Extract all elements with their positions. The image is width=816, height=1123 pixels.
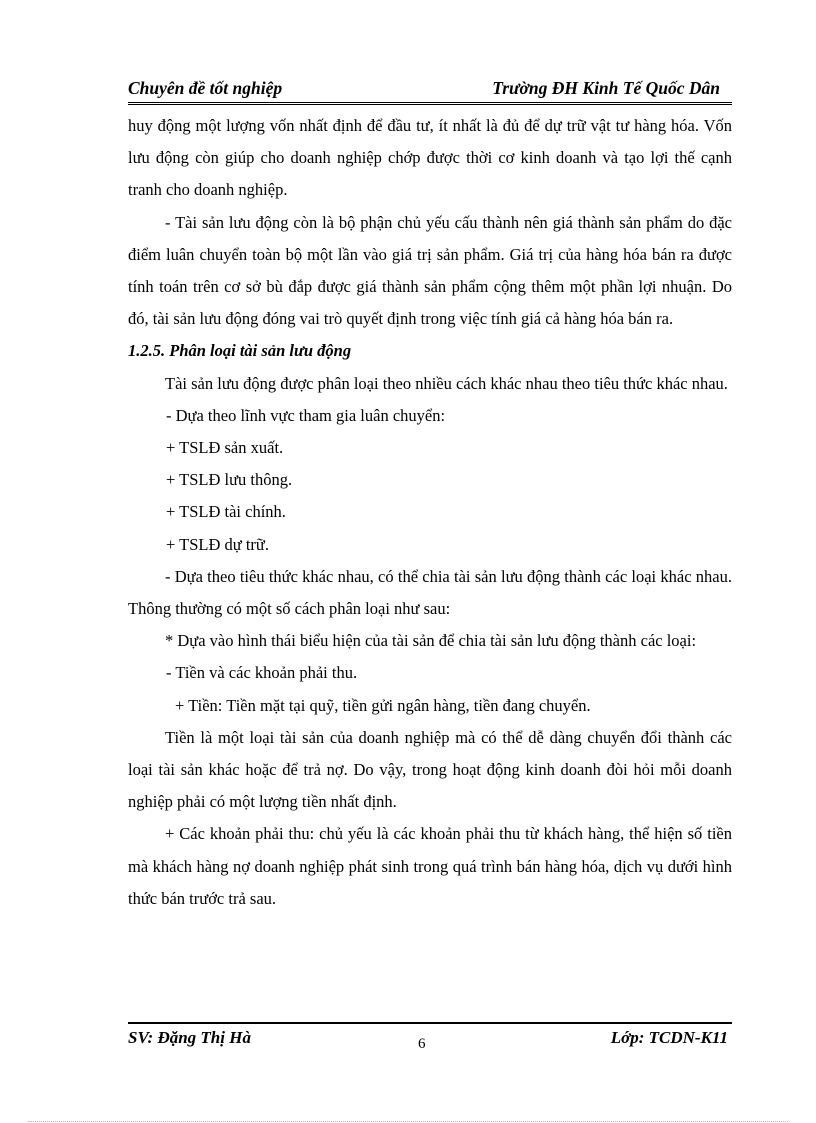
list-item-1: + TSLĐ sản xuất. (166, 438, 284, 458)
paragraph-2: - Tài sản lưu động còn là bộ phận chủ yếu cấu thành nên giá thành sản phẩm do đặc điểm luân chuyển toàn bộ một lần vào giá trị sản phẩm. Giá trị của hàng hóa bán ra được tính toán trên cơ sở bù đắp được giá thành sản phẩm cộng thêm một phần lợi nhuận. Do đó, tài sản lưu động đóng vai trò quyết định trong việc tính giá cả hàng hóa bán ra. (128, 212, 732, 329)
footer-student: SV: Đặng Thị Hà (128, 1028, 251, 1047)
paragraph-5: - Dựa theo tiêu thức khác nhau, có thể chia tài sản lưu động thành các loại khác nhau. Thông thường có một số cách phân loại như sau: (128, 566, 732, 619)
footer-class: Lớp: TCDN-K11 (610, 1028, 728, 1047)
paragraph-9: Tiền là một loại tài sản của doanh nghiệp mà có thể dễ dàng chuyển đổi thành các loại tài sản khác hoặc để trả nợ. Do vậy, trong hoạt động kinh doanh đòi hỏi mỗi doanh nghiệp phải có một lượng tiền nhất định. (128, 727, 732, 812)
page-boundary-divider (28, 1121, 788, 1122)
page-number: 6 (418, 1036, 426, 1052)
document-body (128, 110, 732, 915)
paragraph-1: huy động một lượng vốn nhất định để đầu tư, ít nhất là đủ để dự trữ vật tư hàng hóa. Vốn lưu động còn giúp cho doanh nghiệp chớp được thời cơ kinh doanh và tạo lợi thế cạnh tranh cho doanh nghiệp. (128, 116, 732, 200)
list-item-3: + TSLĐ tài chính. (166, 502, 286, 522)
paragraph-4: - Dựa theo lĩnh vực tham gia luân chuyển: (166, 405, 446, 425)
paragraph-6: * Dựa vào hình thái biểu hiện của tài sản để chia tài sản lưu động thành các loại: (165, 631, 697, 651)
paragraph-10: + Các khoản phải thu: chủ yếu là các khoản phải thu từ khách hàng, thể hiện số tiền mà khách hàng nợ doanh nghiệp phát sinh trong quá trình bán hàng hóa, dịch vụ dưới hình thức bán trước trả sau. (128, 824, 732, 908)
paragraph-8: + Tiền: Tiền mặt tại quỹ, tiền gửi ngân hàng, tiền đang chuyển. (175, 695, 591, 715)
page-header (128, 76, 732, 105)
paragraph-3: Tài sản lưu động được phân loại theo nhiều cách khác nhau theo tiêu thức khác nhau. (165, 373, 728, 393)
section-heading: 1.2.5. Phân loại tài sản lưu động (128, 341, 352, 361)
list-item-2: + TSLĐ lưu thông. (166, 470, 293, 490)
header-right-title: Trường ĐH Kinh Tế Quốc Dân (492, 78, 720, 98)
paragraph-7: - Tiền và các khoản phải thu. (166, 663, 358, 683)
header-left-title: Chuyên đề tốt nghiệp (128, 78, 283, 98)
page-footer (128, 1022, 732, 1064)
list-item-4: + TSLĐ dự trữ. (166, 534, 269, 554)
